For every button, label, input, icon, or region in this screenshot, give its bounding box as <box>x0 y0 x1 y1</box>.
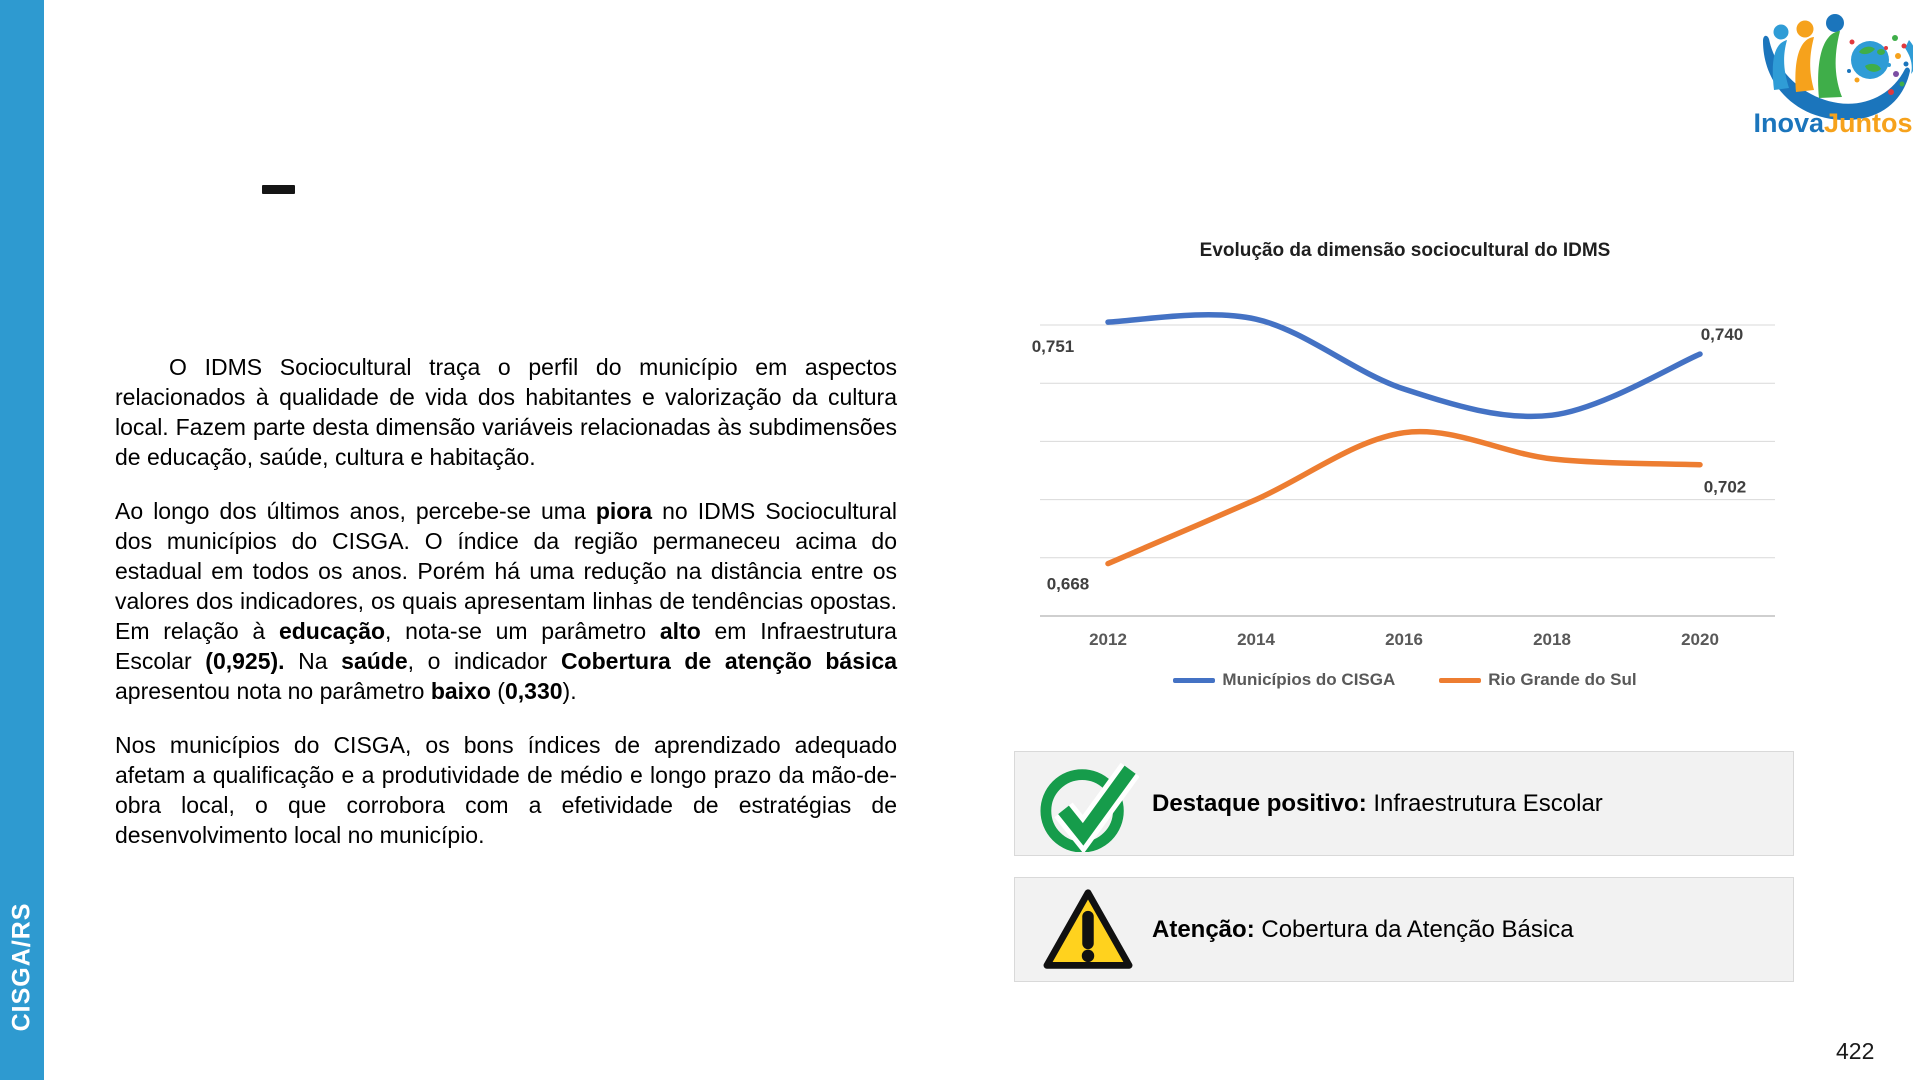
callout-warning <box>1014 877 1794 982</box>
svg-text:0,751: 0,751 <box>1031 337 1075 357</box>
title-dash-mark <box>262 185 295 194</box>
svg-text:0,702: 0,702 <box>1703 477 1747 497</box>
body-text <box>115 352 897 874</box>
svg-text:2012: 2012 <box>1089 630 1127 649</box>
svg-text:2014: 2014 <box>1237 630 1275 649</box>
legend-label: Municípios do CISGA <box>1222 670 1396 689</box>
paragraph-1: O IDMS Sociocultural traça o perfil do município em aspectos relacionados à qualidade de vida dos habitantes e valorização da cultura local. Fazem parte desta dimensão variáveis relacionadas às subdimensões de educação, saúde, cultura e habitação. <box>115 354 897 470</box>
svg-text:2018: 2018 <box>1533 630 1571 649</box>
logo-wordmark: InovaJuntos <box>1753 108 1913 138</box>
chart-title: Evolução da dimensão sociocultural do IDMS <box>1199 240 1611 261</box>
check-circle-icon <box>1035 756 1140 852</box>
legend-item <box>1173 670 1395 690</box>
paragraph-2: Ao longo dos últimos anos, percebe-se uma piora no IDMS Sociocultural dos municípios do CISGA. O índice da região permaneceu acima do estadual em todos os anos. Porém há uma redução na distância entre os valores dos indicadores, os quais apresentam linhas de tendências opostas. Em relação à educação, nota-se um parâmetro alto em Infraestrutura Escolar (0,925). Na saúde, o indicador Cobertura de atenção básica apresentou nota no parâmetro baixo (0,330). <box>115 498 897 704</box>
callout-warning-text <box>1152 916 1574 944</box>
side-band <box>0 0 44 1080</box>
page-number: 422 <box>1836 1038 1875 1064</box>
callout-positive <box>1014 751 1794 856</box>
warning-triangle-icon <box>1035 886 1140 974</box>
callout-warning-label: Atenção: <box>1152 915 1255 943</box>
callout-warning-value: Cobertura da Atenção Básica <box>1254 915 1574 943</box>
idms-chart <box>1020 240 1790 710</box>
svg-text:2020: 2020 <box>1681 630 1719 649</box>
inovajuntos-logo-icon <box>1753 8 1913 138</box>
svg-text:0,668: 0,668 <box>1046 574 1090 594</box>
legend-item <box>1439 670 1636 690</box>
paragraph-3: Nos municípios do CISGA, os bons índices de aprendizado adequado afetam a qualificação e a produtividade de médio e longo prazo da mão-de-obra local, o que corrobora com a efetividade de estratégias de desenvolvimento local no município. <box>115 732 897 848</box>
svg-text:2016: 2016 <box>1385 630 1423 649</box>
svg-text:0,740: 0,740 <box>1700 325 1744 345</box>
side-band-label: CISGA/RS <box>7 902 36 1032</box>
legend-marker <box>1173 678 1215 683</box>
inovajuntos-logo <box>1753 8 1913 138</box>
callout-positive-value: Infraestrutura Escolar <box>1366 789 1603 817</box>
callout-positive-text <box>1152 790 1603 818</box>
chart-plot-area <box>1020 270 1790 700</box>
legend-label: Rio Grande do Sul <box>1488 670 1637 689</box>
callout-positive-label: Destaque positivo: <box>1152 789 1367 817</box>
chart-legend <box>1020 665 1790 695</box>
legend-marker <box>1439 678 1481 683</box>
